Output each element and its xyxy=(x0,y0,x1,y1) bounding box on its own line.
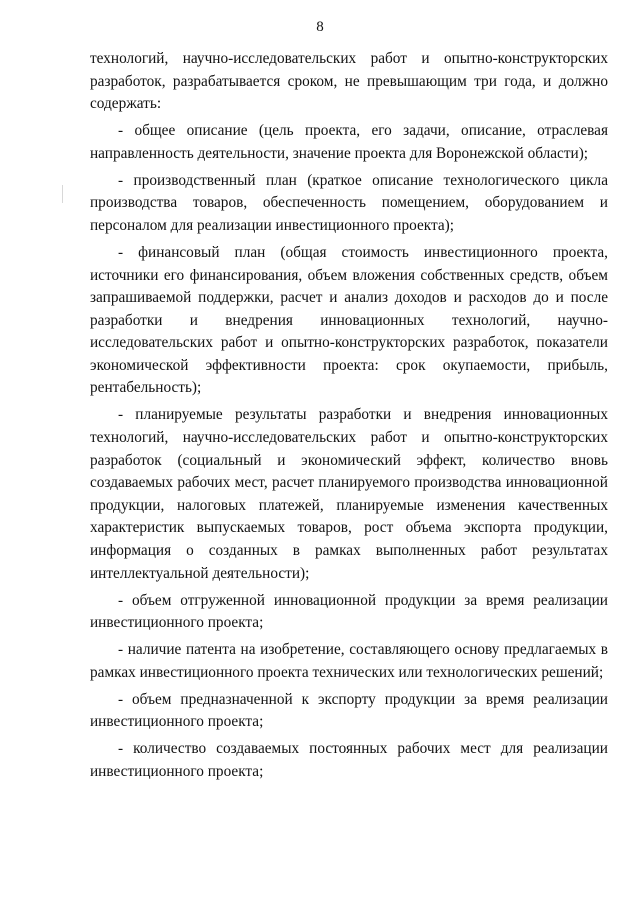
list-item-patent: - наличие патента на изобретение, составляющего основу предлагаемых в рамках инвестиционного проекта технических или технологических решений; xyxy=(90,641,608,681)
list-item-shipped-volume: - объем отгруженной инновационной продукции за время реализации инвестиционного проекта; xyxy=(90,591,608,632)
page-number: 8 xyxy=(316,19,324,35)
paragraph-continuation: технологий, научно-исследовательских работ и опытно-конструкторских разработок, разрабатывается сроком, не превышающим три года, и должно содержать: xyxy=(90,50,608,113)
list-item-general-description: - общее описание (цель проекта, его задачи, описание, отраслевая направленность деятельности, значение проекта для Воронежской области); xyxy=(90,122,608,162)
margin-mark xyxy=(62,185,63,203)
list-item-financial-plan: - финансовый план (общая стоимость инвестиционного проекта, источники его финансирования, объем вложения собственных средств, объем запрашиваемой поддержки, расчет и анализ доходов и расходов до и после разработки и внедрения инновационных технологий, научно-исследовательских работ и опытно-конструкторских разработок, показатели экономической эффективности проекта: срок окупаемости, прибыль, рентабельность); xyxy=(90,243,608,397)
list-item-production-plan: - производственный план (краткое описание технологического цикла производства товаров, обеспеченность помещением, оборудованием и персоналом для реализации инвестиционного проекта); xyxy=(90,171,608,234)
list-item-jobs-created: - количество создаваемых постоянных рабочих мест для реализации инвестиционного проекта; xyxy=(90,740,608,780)
list-item-export-volume: - объем предназначенной к экспорту продукции за время реализации инвестиционного проекта; xyxy=(90,690,608,731)
document-body xyxy=(90,48,608,788)
list-item-planned-results: - планируемые результаты разработки и внедрения инновационных технологий, научно-исследовательских работ и опытно-конструкторских разработок (социальный и экономический эффект, количество вновь создаваемых рабочих мест, расчет планируемого производства инновационной продукции, налоговых платежей, планируемые изменения качественных характеристик выпускаемых товаров, рост объема экспорта продукции, информация о созданных в рамках выполненных работ результатах интеллектуальной деятельности); xyxy=(90,406,608,582)
